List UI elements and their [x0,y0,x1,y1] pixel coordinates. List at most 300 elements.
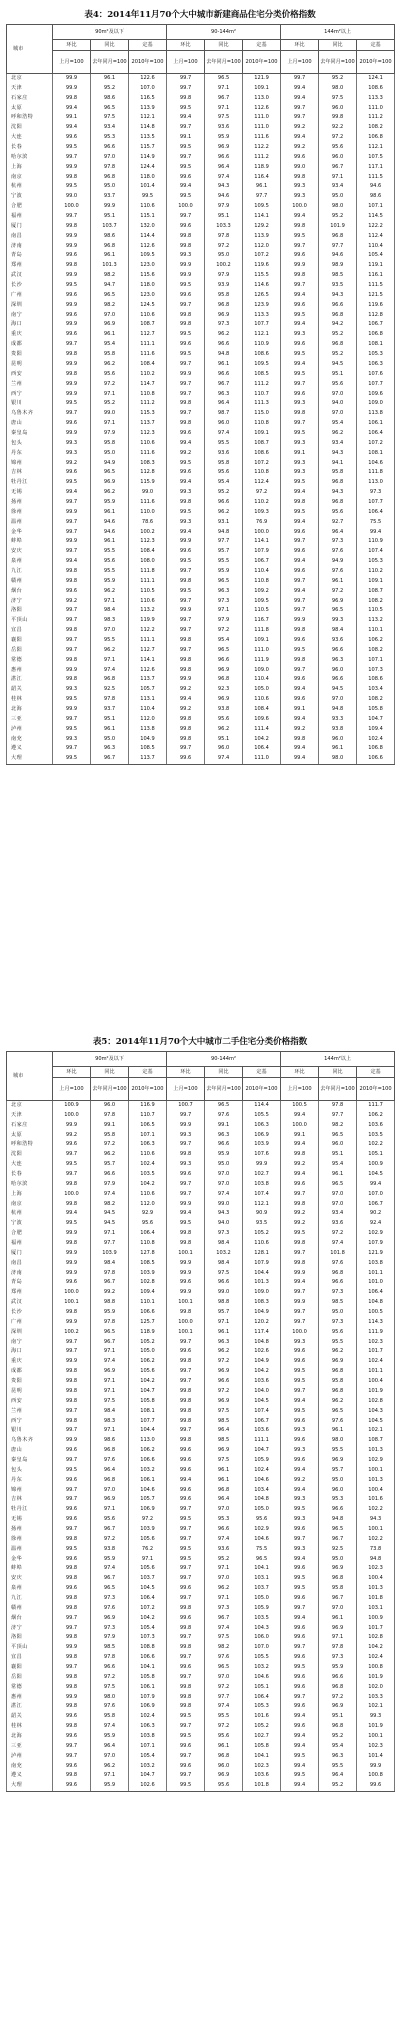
index-value: 95.9 [91,1732,129,1742]
table-row [7,271,395,281]
city-name: 惠州 [7,1693,53,1703]
index-value: 95.7 [205,547,243,557]
city-name: 深圳 [7,1328,53,1338]
index-value: 108.3 [129,459,167,469]
index-value: 99.7 [167,1752,205,1762]
index-value: 110.0 [129,508,167,518]
index-value: 119.6 [243,261,281,271]
index-value: 99.4 [281,518,319,528]
index-value: 99.9 [53,429,91,439]
index-value: 102.9 [357,1456,395,1466]
index-value: 111.8 [357,468,395,478]
base-period-header: 2010年=100 [243,1078,281,1101]
index-value: 99.7 [53,1614,91,1624]
index-value: 106.4 [357,1288,395,1298]
index-value: 96.9 [91,320,129,330]
city-name: 常德 [7,1683,53,1693]
index-value: 98.4 [205,1259,243,1269]
index-value: 108.6 [243,350,281,360]
index-value: 93.1 [205,518,243,528]
index-value: 99.8 [53,1673,91,1683]
table-row [7,1249,395,1259]
index-value: 111.8 [243,626,281,636]
table-row [7,1397,395,1407]
index-value: 104.6 [243,1673,281,1683]
index-value: 99.5 [53,1160,91,1170]
index-value: 98.5 [205,1436,243,1446]
index-value: 99.6 [281,1347,319,1357]
index-value: 104.6 [129,1486,167,1496]
index-value: 107.7 [243,320,281,330]
base-period-header: 2010年=100 [243,51,281,74]
index-value: 96.4 [319,528,357,538]
city-name: 哈尔滨 [7,153,53,163]
index-value: 104.8 [243,1495,281,1505]
city-name: 济南 [7,242,53,252]
index-value: 102.7 [243,1732,281,1742]
index-value: 95.9 [205,1150,243,1160]
index-value: 116.4 [243,173,281,183]
index-value: 107.7 [357,380,395,390]
index-value: 99.4 [53,488,91,498]
index-value: 99.8 [167,94,205,104]
index-value: 99.8 [53,1397,91,1407]
city-name: 南昌 [7,232,53,242]
index-value: 96.7 [91,1574,129,1584]
index-value: 99.3 [281,1338,319,1348]
index-value: 99.3 [319,616,357,626]
index-value: 105.4 [129,1752,167,1762]
city-name: 安庆 [7,547,53,557]
city-name: 天津 [7,84,53,94]
index-value: 113.1 [129,695,167,705]
index-value: 96.6 [319,1505,357,1515]
table-row [7,1101,395,1111]
index-value: 96.9 [319,597,357,607]
table-row [7,1525,395,1535]
table-row [7,143,395,153]
index-value: 96.2 [205,330,243,340]
index-value: 111.3 [243,399,281,409]
index-value: 99.3 [281,182,319,192]
index-value: 97.1 [91,390,129,400]
index-value: 96.8 [319,1574,357,1584]
table-row [7,84,395,94]
index-value: 96.4 [205,163,243,173]
index-value: 95.6 [319,380,357,390]
index-value: 99.4 [281,744,319,754]
index-value: 96.9 [205,695,243,705]
index-value: 113.7 [129,754,167,764]
index-value: 110.5 [129,587,167,597]
index-value: 109.5 [243,360,281,370]
index-value: 96.3 [205,1338,243,1348]
index-value: 99.7 [53,715,91,725]
index-value: 99.9 [167,1121,205,1131]
index-value: 124.4 [129,163,167,173]
index-value: 94.3 [205,1209,243,1219]
index-value: 106.9 [129,1702,167,1712]
index-value: 97.2 [205,1387,243,1397]
index-value: 95.2 [205,488,243,498]
index-value: 103.4 [357,685,395,695]
index-value: 99.8 [281,1239,319,1249]
index-value: 97.0 [319,1604,357,1614]
index-value: 103.2 [129,1466,167,1476]
index-value: 94.6 [357,182,395,192]
index-value: 99.9 [53,1259,91,1269]
index-value: 99.7 [53,1742,91,1752]
index-value: 106.1 [129,1476,167,1486]
index-value: 95.9 [205,567,243,577]
index-value: 97.4 [205,173,243,183]
index-value: 93.7 [91,705,129,715]
index-value: 106.7 [357,1200,395,1210]
index-value: 96.8 [91,675,129,685]
index-value: 99.7 [167,212,205,222]
index-value: 105.6 [129,1367,167,1377]
index-value: 96.6 [205,370,243,380]
index-value: 111.5 [357,173,395,183]
index-value: 95.2 [91,84,129,94]
index-value: 100.0 [281,202,319,212]
index-value: 99.5 [167,557,205,567]
index-value: 99.7 [167,567,205,577]
index-value: 107.0 [129,84,167,94]
index-value: 99.7 [53,744,91,754]
index-value: 106.3 [357,360,395,370]
table-row [7,656,395,666]
index-value: 99.0 [53,192,91,202]
table-row [7,1456,395,1466]
index-value: 101.3 [357,1476,395,1486]
index-value: 97.1 [91,1505,129,1515]
index-value: 99.6 [167,754,205,764]
city-name: 宁波 [7,1219,53,1229]
index-value: 105.2 [129,1338,167,1348]
index-value: 104.7 [357,715,395,725]
city-name: 泸州 [7,725,53,735]
index-value: 99.3 [281,1426,319,1436]
table-row [7,1633,395,1643]
index-value: 111.9 [243,656,281,666]
city-name: 蚌埠 [7,537,53,547]
index-value: 97.7 [243,192,281,202]
index-value: 96.9 [205,143,243,153]
index-value: 100.5 [357,1308,395,1318]
index-value: 112.6 [129,666,167,676]
index-value: 108.6 [357,84,395,94]
index-value: 99.7 [167,1338,205,1348]
table-row [7,340,395,350]
index-value: 94.8 [319,705,357,715]
index-value: 93.8 [319,725,357,735]
index-value: 99.5 [167,1515,205,1525]
index-value: 128.1 [243,1249,281,1259]
index-value: 99.8 [53,1594,91,1604]
city-name: 青岛 [7,251,53,261]
table-row [7,1505,395,1515]
index-value: 96.5 [205,1663,243,1673]
index-value: 100.8 [357,1771,395,1781]
index-value: 99.4 [53,1209,91,1219]
index-value: 97.4 [91,1564,129,1574]
index-value: 99.7 [167,1574,205,1584]
index-value: 99.8 [53,1417,91,1427]
index-value: 110.6 [129,439,167,449]
index-value: 99.7 [53,1752,91,1762]
index-value: 96.2 [91,646,129,656]
table-row [7,1259,395,1269]
index-value: 95.7 [319,1466,357,1476]
index-value: 101.6 [357,1495,395,1505]
index-value: 104.3 [357,1407,395,1417]
city-name: 宜昌 [7,1653,53,1663]
index-value: 93.4 [319,439,357,449]
index-value: 99.8 [53,173,91,183]
index-value: 92.2 [319,123,357,133]
index-value: 97.6 [205,1653,243,1663]
index-value: 97.7 [319,242,357,252]
index-value: 111.1 [129,577,167,587]
index-value: 98.4 [91,1407,129,1417]
index-value: 95.0 [205,1160,243,1170]
index-value: 113.7 [129,675,167,685]
index-value: 99.7 [167,1426,205,1436]
index-value: 95.7 [205,1308,243,1318]
index-value: 94.8 [205,528,243,538]
index-value: 97.3 [205,1604,243,1614]
index-value: 106.2 [129,1357,167,1367]
city-name: 厦门 [7,222,53,232]
index-value: 99.8 [53,1387,91,1397]
index-value: 99.9 [53,1357,91,1367]
index-value: 102.4 [357,1357,395,1367]
index-value: 98.2 [91,271,129,281]
index-value: 98.6 [91,1436,129,1446]
index-value: 99.7 [167,1722,205,1732]
index-value: 99.3 [281,330,319,340]
index-value: 105.0 [243,1594,281,1604]
index-value: 99.6 [167,1278,205,1288]
index-value: 99.8 [167,636,205,646]
index-value: 99.5 [281,311,319,321]
index-value: 99.8 [167,498,205,508]
index-value: 95.3 [319,1495,357,1505]
index-value: 97.3 [319,537,357,547]
table-row [7,597,395,607]
index-value: 104.5 [243,1397,281,1407]
index-value: 104.6 [357,459,395,469]
index-value: 90.2 [357,1209,395,1219]
index-value: 99.5 [167,281,205,291]
index-value: 99.5 [53,1466,91,1476]
index-value: 105.9 [243,1456,281,1466]
table-row [7,1180,395,1190]
index-value: 96.6 [91,1663,129,1673]
index-value: 99.5 [281,646,319,656]
index-value: 97.1 [91,1426,129,1436]
index-value: 100.0 [167,202,205,212]
index-type-header: 同比 [91,1067,129,1078]
index-value: 99.2 [53,1131,91,1141]
index-value: 93.5 [319,281,357,291]
index-value: 99.5 [53,754,91,764]
index-value: 110.6 [129,1190,167,1200]
index-value: 95.0 [319,1555,357,1565]
index-value: 97.6 [319,567,357,577]
index-value: 99.4 [281,1170,319,1180]
index-value: 99.8 [167,419,205,429]
city-name: 长春 [7,143,53,153]
table-row [7,488,395,498]
index-value: 99.9 [53,1318,91,1328]
index-type-header: 定基 [243,1067,281,1078]
index-value: 99.4 [281,1278,319,1288]
index-value: 95.9 [91,577,129,587]
index-value: 99.6 [281,1525,319,1535]
city-name: 合肥 [7,1229,53,1239]
table-row [7,606,395,616]
index-value: 99.8 [53,1771,91,1781]
index-value: 112.0 [129,715,167,725]
index-value: 99.1 [53,113,91,123]
index-value: 99.6 [167,429,205,439]
table-title: 表4：2014年11月70个大中城市新建商品住宅分类价格指数 [84,10,316,20]
index-value: 97.5 [205,1269,243,1279]
index-value: 108.4 [243,705,281,715]
index-value: 102.2 [357,1140,395,1150]
index-type-header: 同比 [91,40,129,51]
table-row [7,547,395,557]
index-value: 98.5 [205,1417,243,1427]
index-value: 99.4 [281,685,319,695]
index-value: 99.6 [53,419,91,429]
index-value: 99.5 [167,192,205,202]
index-value: 95.6 [205,1732,243,1742]
city-name: 秦皇岛 [7,1456,53,1466]
size-group-header: 90-144m² [167,1052,281,1067]
index-value: 99.5 [281,1752,319,1762]
size-group-header: 90-144m² [167,25,281,40]
city-name: 银川 [7,1426,53,1436]
index-value: 99.7 [167,1653,205,1663]
city-name: 三亚 [7,1742,53,1752]
index-value: 99.7 [167,409,205,419]
city-name: 徐州 [7,508,53,518]
index-value: 95.8 [91,439,129,449]
index-value: 99.6 [167,1663,205,1673]
index-value: 99.3 [281,1446,319,1456]
index-value: 102.8 [129,1278,167,1288]
city-name: 上海 [7,1190,53,1200]
index-value: 99.7 [53,616,91,626]
index-value: 111.7 [357,1101,395,1111]
index-value: 99.9 [357,1762,395,1772]
index-value: 96.8 [319,1387,357,1397]
index-value: 100.2 [205,261,243,271]
city-name: 贵阳 [7,1377,53,1387]
index-value: 99.6 [281,528,319,538]
index-value: 99.7 [53,153,91,163]
index-value: 96.6 [319,1278,357,1288]
table-row [7,498,395,508]
index-value: 105.2 [243,1229,281,1239]
index-value: 104.9 [129,735,167,745]
index-value: 110.7 [129,1111,167,1121]
index-value: 113.7 [129,419,167,429]
index-value: 99.8 [167,1150,205,1160]
table-row [7,1762,395,1772]
index-value: 96.2 [319,1397,357,1407]
index-value: 99.5 [53,1219,91,1229]
city-name: 广州 [7,1318,53,1328]
index-value: 97.0 [91,153,129,163]
city-name: 哈尔滨 [7,1180,53,1190]
index-value: 96.8 [205,1486,243,1496]
index-value: 99.7 [53,1150,91,1160]
index-value: 95.6 [91,557,129,567]
index-value: 99.5 [281,508,319,518]
index-value: 97.5 [205,1456,243,1466]
index-value: 97.0 [205,1170,243,1180]
index-value: 106.0 [243,1633,281,1643]
base-period-header: 上月=100 [53,51,91,74]
index-value: 93.6 [205,1545,243,1555]
index-value: 95.8 [319,1377,357,1387]
index-value: 99.4 [167,113,205,123]
index-value: 106.4 [129,1229,167,1239]
index-value: 96.5 [205,1101,243,1111]
index-value: 97.7 [205,1693,243,1703]
index-value: 97.4 [91,1190,129,1200]
index-value: 99.7 [281,1249,319,1259]
index-value: 99.7 [167,1377,205,1387]
index-value: 93.4 [91,123,129,133]
table-row [7,113,395,123]
index-value: 112.8 [357,311,395,321]
index-value: 99.1 [281,1131,319,1141]
index-value: 95.3 [91,133,129,143]
index-value: 109.3 [243,508,281,518]
index-value: 96.9 [319,1357,357,1367]
index-value: 99.6 [167,1446,205,1456]
index-value: 97.1 [205,1594,243,1604]
table-4-block [6,6,394,765]
index-value: 104.5 [357,1170,395,1180]
index-value: 99.4 [281,587,319,597]
index-value: 96.4 [205,1426,243,1436]
city-name: 合肥 [7,202,53,212]
index-value: 112.1 [243,1200,281,1210]
index-value: 110.9 [357,537,395,547]
index-value: 97.2 [205,242,243,252]
index-value: 99.6 [167,547,205,557]
index-value: 108.7 [129,320,167,330]
index-value: 99.0 [129,488,167,498]
index-value: 99.7 [281,577,319,587]
index-value: 98.0 [319,754,357,764]
index-value: 114.5 [357,212,395,222]
table-row [7,1574,395,1584]
index-value: 99.6 [281,1357,319,1367]
index-value: 99.6 [167,1495,205,1505]
table-row [7,1584,395,1594]
table-row [7,261,395,271]
index-value: 93.6 [319,1219,357,1229]
index-value: 99.7 [167,153,205,163]
index-value: 97.6 [319,547,357,557]
